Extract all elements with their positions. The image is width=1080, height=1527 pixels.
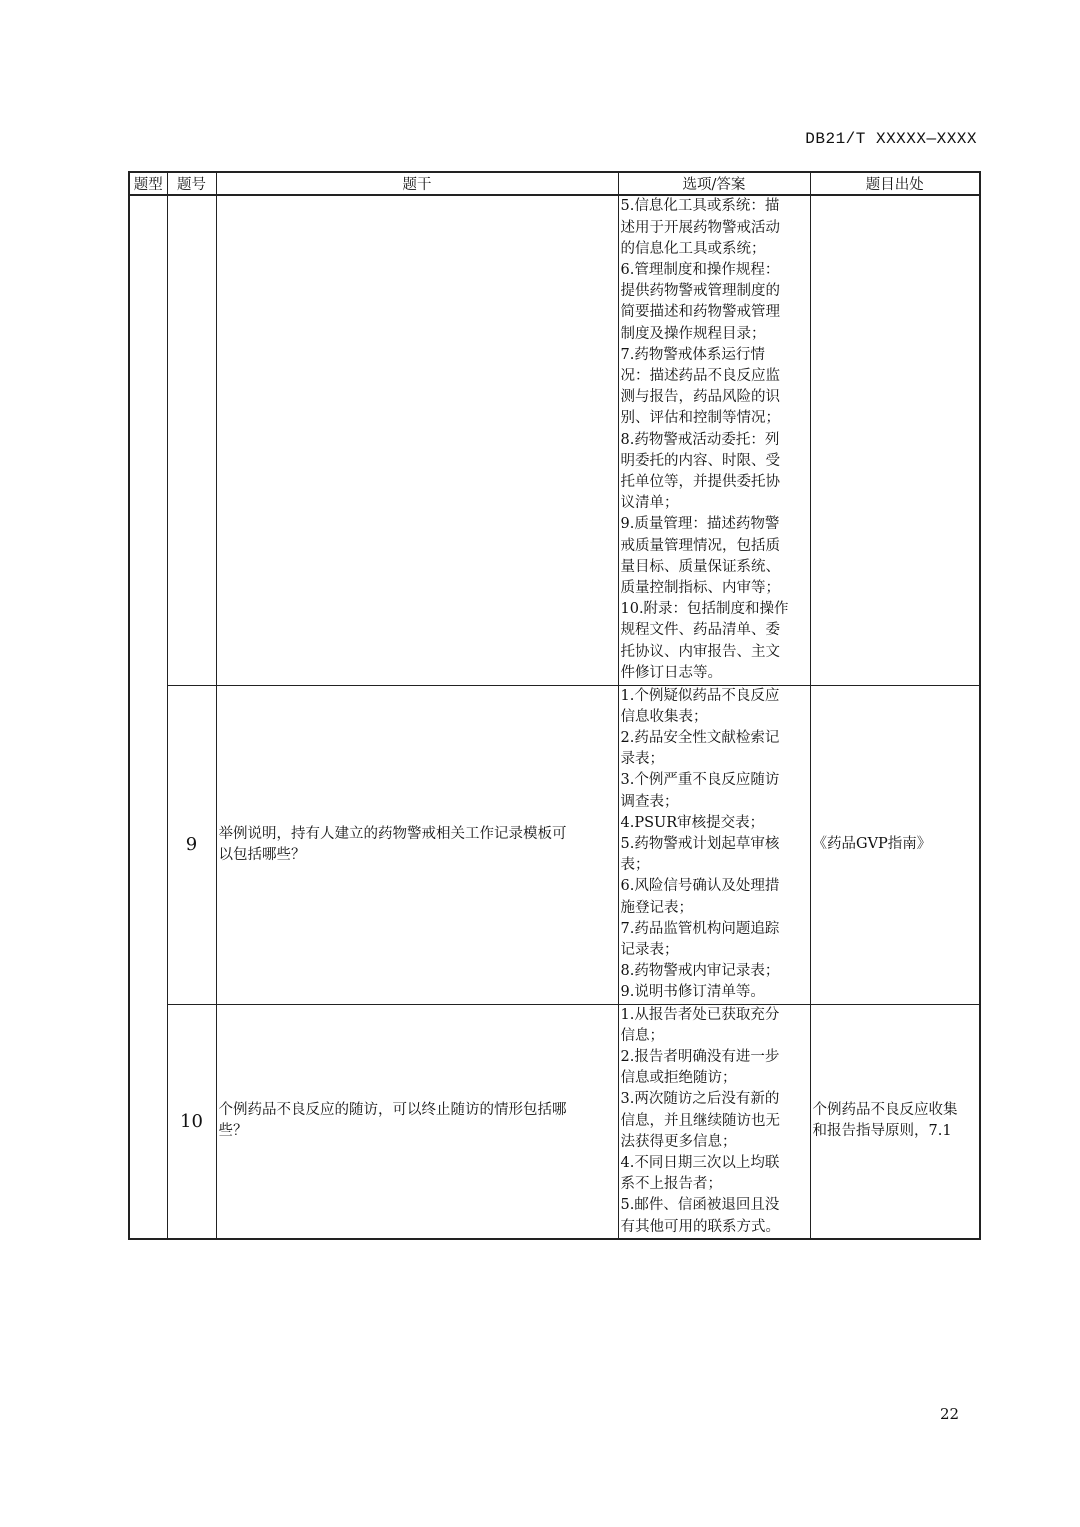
answer-line: 法获得更多信息；: [620, 1133, 737, 1150]
question-table: [128, 171, 981, 1240]
answer-cell: [618, 1004, 810, 1239]
answer-line: 述用于开展药物警戒活动: [620, 219, 780, 236]
source-cell: [810, 195, 980, 685]
answer-line: 2.报告者明确没有进一步: [620, 1048, 780, 1065]
header-number: 题号: [167, 172, 216, 195]
answer-line: 系不上报告者；: [620, 1176, 722, 1193]
answer-line: 况：描述药品不良反应监: [620, 368, 780, 385]
question-stem: [216, 1004, 618, 1239]
answer-line: 托单位等，并提供委托协: [620, 474, 780, 491]
answer-line: 8.药物警戒活动委托：列: [620, 431, 780, 448]
source-cell: [810, 685, 980, 1004]
answer-line: 明委托的内容、时限、受: [620, 452, 780, 469]
answer-line: 规程文件、药品清单、委: [620, 622, 780, 639]
answer-line: 录表；: [620, 751, 664, 768]
stem-line: 个例药品不良反应的随访，可以终止随访的情形包括哪: [218, 1102, 567, 1119]
source-line: 《药品GVP指南》: [812, 836, 932, 853]
source-line: 个例药品不良反应收集: [812, 1102, 958, 1119]
answer-line: 9.质量管理：描述药物警: [620, 516, 780, 533]
answer-line: 5.信息化工具或系统：描: [620, 198, 780, 215]
answer-line: 托协议、内审报告、主文: [620, 643, 780, 660]
question-stem: [216, 685, 618, 1004]
answer-line: 3.个例严重不良反应随访: [620, 772, 780, 789]
question-number: 10: [167, 1004, 216, 1239]
answer-line: 信息或拒绝随访；: [620, 1070, 737, 1087]
source-line: 和报告指导原则，7.1: [812, 1123, 952, 1140]
answer-line: 简要描述和药物警戒管理: [620, 304, 780, 321]
answer-line: 质量控制指标、内审等；: [620, 580, 780, 597]
answer-line: 5.邮件、信函被退回且没: [620, 1197, 780, 1214]
answer-line: 信息；: [620, 1027, 664, 1044]
answer-line: 2.药品安全性文献检索记: [620, 729, 780, 746]
header-answer: 选项/答案: [618, 172, 810, 195]
answer-line: 4.不同日期三次以上均联: [620, 1154, 780, 1171]
page-number: 22: [940, 1405, 960, 1423]
document-code: DB21/T XXXXX—XXXX: [805, 130, 977, 148]
source-cell: [810, 1004, 980, 1239]
answer-line: 有其他可用的联系方式。: [620, 1218, 780, 1235]
answer-line: 施登记表；: [620, 899, 693, 916]
answer-line: 10.附录：包括制度和操作: [620, 601, 789, 618]
header-stem: 题干: [216, 172, 618, 195]
answer-line: 4.PSUR审核提交表；: [620, 814, 765, 831]
answer-line: 6.风险信号确认及处理措: [620, 878, 780, 895]
answer-line: 9.说明书修订清单等。: [620, 984, 765, 1001]
table-header-row: [129, 172, 980, 195]
type-cell: [129, 195, 167, 1239]
answer-line: 信息收集表；: [620, 708, 708, 725]
answer-line: 提供药物警戒管理制度的: [620, 283, 780, 300]
answer-line: 戒质量管理情况，包括质: [620, 537, 780, 554]
answer-line: 3.两次随访之后没有新的: [620, 1091, 780, 1108]
answer-line: 制度及操作规程目录；: [620, 325, 766, 342]
answer-line: 信息，并且继续随访也无: [620, 1112, 780, 1129]
answer-line: 表；: [620, 857, 650, 874]
table-row: [129, 1004, 980, 1239]
answer-line: 7.药物警戒体系运行情: [620, 346, 765, 363]
answer-line: 议清单；: [620, 495, 679, 512]
question-number: [167, 195, 216, 685]
table-row: [129, 195, 980, 685]
answer-line: 1.个例疑似药品不良反应: [620, 687, 780, 704]
answer-cell: [618, 195, 810, 685]
question-stem: [216, 195, 618, 685]
stem-line: 举例说明，持有人建立的药物警戒相关工作记录模板可: [218, 825, 567, 842]
answer-line: 7.药品监管机构问题追踪: [620, 920, 780, 937]
answer-line: 记录表；: [620, 941, 679, 958]
answer-line: 1.从报告者处已获取充分: [620, 1006, 780, 1023]
question-number: 9: [167, 685, 216, 1004]
answer-line: 别、评估和控制等情况；: [620, 410, 780, 427]
answer-line: 量目标、质量保证系统、: [620, 558, 780, 575]
answer-line: 调查表；: [620, 793, 679, 810]
answer-line: 8.药物警戒内审记录表；: [620, 963, 780, 980]
answer-line: 件修订日志等。: [620, 664, 722, 681]
answer-line: 的信息化工具或系统；: [620, 240, 766, 257]
stem-line: 以包括哪些？: [218, 846, 306, 863]
answer-line: 5.药物警戒计划起草审核: [620, 835, 780, 852]
answer-cell: [618, 685, 810, 1004]
answer-line: 6.管理制度和操作规程：: [620, 262, 780, 279]
stem-line: 些？: [218, 1123, 248, 1140]
answer-line: 测与报告，药品风险的识: [620, 389, 780, 406]
header-type: 题型: [129, 172, 167, 195]
header-source: 题目出处: [810, 172, 980, 195]
table-row: [129, 685, 980, 1004]
